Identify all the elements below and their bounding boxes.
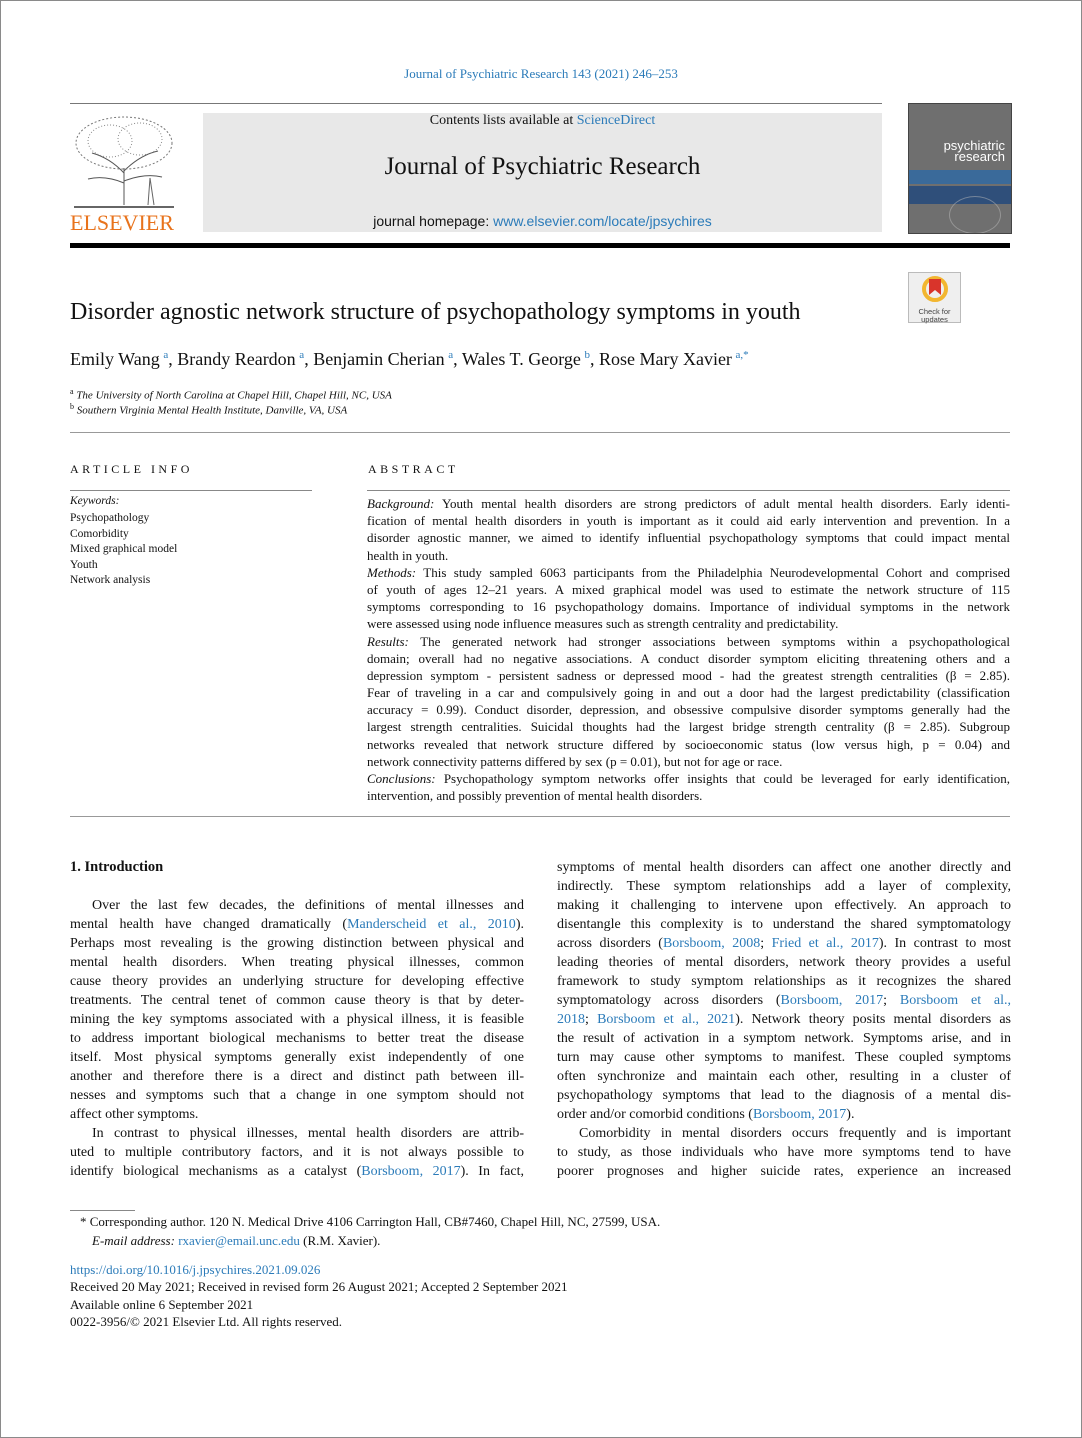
abstract-text: health in youth. — [367, 547, 449, 563]
author-affiliation-marker[interactable]: a,* — [735, 349, 749, 361]
introduction-heading: 1. Introduction — [70, 859, 164, 875]
author-name: Rose Mary Xavier — [598, 349, 732, 369]
divider — [70, 103, 882, 104]
keyword: Mixed graphical model — [70, 543, 178, 556]
abstract-line — [367, 770, 1010, 787]
abstract-text: of youth of ages 12–21 years. A mixed graphical model was used to estimate the network structure of 115 — [367, 581, 1010, 597]
author-affiliation-marker[interactable]: a — [163, 349, 169, 361]
abstract-text: The generated network had stronger associations between symptoms within a psychopathological — [408, 633, 1010, 649]
body-line — [70, 991, 524, 1010]
received-dates: Received 20 May 2021; Received in revised form 26 August 2021; Accepted 2 September 2021 — [70, 1279, 568, 1294]
footnote-divider — [70, 1210, 135, 1211]
abstract-section-label: Methods: — [367, 564, 417, 580]
body-line — [70, 1048, 524, 1067]
body-text: poorer prognoses and higher suicide rates, experience an increased — [557, 1164, 1011, 1179]
abstract-text: depression symptom - persistent sadness or depressed mood - had the greatest strength centralities (β = 2.85). — [367, 667, 1010, 683]
keyword: Psychopathology — [70, 512, 150, 524]
available-online: Available online 6 September 2021 — [70, 1297, 254, 1312]
citation-link[interactable]: Borsboom, 2008 — [662, 936, 761, 951]
abstract-text: networks revealed that network structure differed by socioeconomic status (low versus high, p = 0.04) and — [367, 736, 1010, 752]
abstract-text: accuracy = 0.99). Conduct disorder, depression, and obsessive compulsive disorder symptoms generally had the — [367, 702, 1010, 718]
body-text: another and therefore there is a direct and distinct path between ill- — [70, 1069, 524, 1084]
homepage-link[interactable]: www.elsevier.com/locate/jpsychires — [493, 213, 712, 229]
body-text: cause theory provides an underlying structure for developing effective — [70, 974, 524, 989]
email-link[interactable]: rxavier@email.unc.edu — [178, 1233, 300, 1248]
abstract-text: This study sampled 6063 participants from the Philadelphia Neurodevelopmental Cohort and comprised — [416, 564, 1010, 580]
keywords-label: Keywords: — [70, 495, 120, 507]
body-line — [557, 858, 1011, 877]
body-text: Comorbidity in mental disorders occurs frequently and is important — [579, 1126, 1011, 1141]
body-text: psychopathology symptoms that lead to the diagnosis of a mental dis- — [557, 1088, 1011, 1103]
affiliation-marker: b — [70, 402, 74, 411]
abstract-text: symptoms corresponding to 16 psychopathology domains. Importance of individual symptoms in the network — [367, 599, 1010, 615]
sciencedirect-link[interactable]: ScienceDirect — [576, 113, 656, 128]
body-line — [557, 1162, 1011, 1181]
journal-title: Journal of Psychiatric Research — [384, 153, 701, 180]
intro-left-column — [70, 896, 524, 1181]
author-name: Emily Wang — [70, 349, 160, 369]
doi[interactable] — [70, 1262, 320, 1278]
body-line — [557, 972, 1011, 991]
keyword: Youth — [70, 558, 98, 571]
keywords-list — [70, 511, 177, 589]
check-updates-label: Check for updates — [918, 307, 951, 324]
abstract-text: largest strength centralities. Suicidal thoughts had the largest bridge strength centrality (β = 2.85). Subgroup — [367, 719, 1010, 735]
keyword: Network analysis — [70, 574, 151, 587]
author-name: Wales T. George — [461, 349, 581, 369]
abstract-text: fication of mental health disorders in youth is important as it could aid early intervention and prevention. In a — [367, 513, 1010, 529]
body-line — [557, 1086, 1011, 1105]
journal-citation[interactable] — [0, 66, 1082, 82]
body-text: symptoms of mental health disorders can affect one another directly and — [557, 860, 1011, 875]
abstract-line — [367, 650, 1010, 667]
body-text: itself. Most physical symptoms generally exist independently of one — [70, 1050, 524, 1065]
abstract-line — [367, 736, 1010, 753]
body-text: nesses and symptoms such that a change in one symptom should not — [70, 1088, 524, 1103]
body-text: to address important biological mechanisms to better treat the disease — [70, 1031, 524, 1046]
abstract-line — [367, 701, 1010, 718]
abstract-text: domain; overall had no negative associations. A conduct disorder symptom eliciting threatening others and a — [367, 650, 1010, 666]
body-line — [557, 1029, 1011, 1048]
body-text: leading theories of mental disorders, network theory provides a useful — [557, 955, 1011, 970]
cover-brain-graphic — [949, 196, 1001, 234]
body-text: to study, as those individuals who have more symptoms tend to have — [557, 1145, 1011, 1160]
abstract-heading: ABSTRACT — [368, 462, 459, 476]
citation-link[interactable]: Borsboom, 2017 — [752, 1107, 847, 1122]
body-line — [557, 934, 1011, 953]
check-for-updates-button[interactable] — [908, 272, 961, 323]
citation-link[interactable]: Borsboom et al., 2021 — [597, 1012, 736, 1027]
abstract-text: intervention, and possibly prevention of mental health disorders. — [367, 788, 703, 804]
author-name: Brandy Reardon — [177, 349, 296, 369]
abstract-line — [367, 547, 1010, 564]
body-text: ). — [846, 1107, 855, 1122]
abstract-line — [367, 529, 1010, 546]
body-line — [557, 953, 1011, 972]
body-text: mental health have changed dramatically ( — [70, 917, 348, 932]
abstract-body — [367, 495, 1010, 804]
body-line — [557, 1067, 1011, 1086]
abstract-line — [367, 512, 1010, 529]
body-line — [70, 934, 524, 953]
abstract-line — [367, 684, 1010, 701]
abstract-text: Youth mental health disorders are strong predictors of adult mental health disorders. Early identi- — [434, 496, 1010, 511]
body-line — [70, 1086, 524, 1105]
contents-prefix: Contents lists available at — [429, 113, 577, 128]
body-line — [557, 991, 1011, 1010]
author-list: Emily Wang $^a$, Brandy Reardon $^a$, Benjamin Cherian $^a$, Wales T. George $^b$, Rose Mary Xavier $^{a,*}$ — [70, 349, 749, 369]
body-text: symptomatology across disorders ( — [557, 993, 781, 1008]
abstract-section-label: Background: — [367, 496, 435, 511]
abstract-text: Fear of traveling in a car and compulsively going in and out a door had the largest predictability (classification — [367, 685, 1010, 701]
email-label: E-mail address: — [92, 1233, 179, 1248]
abstract-line — [367, 615, 1010, 632]
body-line — [557, 1124, 1011, 1143]
body-line — [70, 896, 524, 915]
doi-link[interactable]: https://doi.org/10.1016/j.jpsychires.2021.09.026 — [70, 1262, 321, 1277]
body-text: often synchronize and maintain each other, resulting in a cluster of — [557, 1069, 1011, 1084]
divider — [70, 490, 312, 491]
citation-link[interactable]: Manderscheid et al., 2010 — [347, 917, 516, 932]
body-line — [70, 915, 524, 934]
author-affiliation-marker[interactable]: b — [584, 349, 590, 361]
body-text: treatments. The central tenet of common cause theory is that by deter- — [70, 993, 524, 1008]
contents-line — [203, 113, 882, 129]
body-line — [70, 1143, 524, 1162]
homepage-prefix: journal homepage: — [373, 213, 494, 229]
journal-cover-image[interactable] — [908, 103, 1012, 234]
body-text: Perhaps most revealing is the growing distinction between physical and — [70, 936, 524, 951]
body-text: In contrast to physical illnesses, mental health disorders are attrib- — [92, 1126, 524, 1141]
body-text: turn may cause other symptoms to manifest. These coupled symptoms — [557, 1050, 1011, 1065]
email-suffix: (R.M. Xavier). — [299, 1233, 381, 1248]
body-line — [70, 1010, 524, 1029]
abstract-line — [367, 581, 1010, 598]
body-text: ). Network theory posits mental disorders as — [735, 1012, 1011, 1027]
citation-link[interactable]: Borsboom, 2017 — [361, 1164, 461, 1179]
abstract-section-label: Conclusions: — [367, 771, 436, 786]
abstract-text: were assessed using node influence measures such as strength centrality and predictability. — [367, 616, 839, 632]
body-line — [70, 953, 524, 972]
homepage-line — [203, 213, 882, 229]
body-text: ; — [883, 993, 900, 1008]
body-line — [557, 877, 1011, 896]
abstract-line — [367, 495, 1010, 512]
body-line — [557, 915, 1011, 934]
body-text: disentangle this complexity is to understand the shared symptomatology — [557, 917, 1011, 932]
abstract-line — [367, 598, 1010, 615]
affiliation-a — [70, 387, 392, 402]
cover-band — [909, 170, 1011, 184]
abstract-text: network connectivity patterns differed by sex (p = 0.01), but not for age or race. — [367, 753, 783, 769]
divider — [70, 432, 1010, 433]
abstract-line — [367, 564, 1010, 581]
corresponding-author-note: * Corresponding author. 120 N. Medical Drive 4106 Carrington Hall, CB#7460, Chapel Hill, NC, 27599, USA. — [80, 1214, 661, 1229]
abstract-line — [367, 718, 1010, 735]
elsevier-wordmark — [70, 210, 174, 236]
abstract-text: disorder agnostic manner, we aimed to identify influential psychopathology symptoms that could impact mental — [367, 530, 1010, 546]
body-text: uted to multiple contributory factors, and it is not always possible to — [70, 1145, 524, 1160]
copyright: 0022-3956/© 2021 Elsevier Ltd. All rights reserved. — [70, 1314, 342, 1329]
article-info-heading: ARTICLE INFO — [70, 462, 193, 476]
abstract-line — [367, 753, 1010, 770]
citation-link[interactable]: Journal of Psychiatric Research 143 (2021) 246–253 — [404, 66, 678, 81]
abstract-text: Psychopathology symptom networks offer insights that could be leveraged for early identification, — [435, 771, 1010, 786]
keyword: Comorbidity — [70, 527, 129, 540]
intro-right-column — [557, 858, 1011, 1181]
body-line — [70, 1105, 524, 1124]
body-line — [70, 1162, 524, 1181]
body-line — [70, 1029, 524, 1048]
body-text: mental health disorders. When treating physical illnesses, common — [70, 955, 524, 970]
author-name: Benjamin Cherian — [313, 349, 445, 369]
thick-divider — [70, 243, 1010, 248]
cover-title: psychiatric research — [943, 138, 1005, 164]
body-line — [557, 1010, 1011, 1029]
publisher-logo-text: ELSEVIER — [70, 210, 174, 235]
check-updates-icon — [920, 275, 950, 303]
body-text: the result of activation in a symptom network. Symptoms arise, and in — [557, 1031, 1011, 1046]
body-text: making it challenging to intervene upon effectively. An approach to — [557, 898, 1011, 913]
body-text: ). In contrast to most — [878, 936, 1011, 951]
body-line — [557, 1048, 1011, 1067]
citation-link[interactable]: Fried et al., 2017 — [771, 936, 879, 951]
body-text: ; — [760, 936, 772, 951]
body-line — [70, 1124, 524, 1143]
body-text: Over the last few decades, the definitions of mental illnesses and — [92, 898, 524, 913]
affiliation-text: The University of North Carolina at Chapel Hill, Chapel Hill, NC, USA — [76, 389, 392, 402]
body-line — [70, 972, 524, 991]
author-affiliation-marker[interactable]: a — [299, 349, 305, 361]
citation-link[interactable]: 2018 — [557, 1012, 585, 1027]
affiliation-text: Southern Virginia Mental Health Institute, Danville, VA, USA — [76, 404, 348, 417]
body-text: identify biological mechanisms as a catalyst ( — [70, 1164, 362, 1179]
body-text: mining the key symptoms associated with a physical illness, it is feasible — [70, 1012, 524, 1027]
body-text: framework to study symptom relationships as it recognizes the shared — [557, 974, 1011, 989]
citation-link[interactable]: Borsboom et al., — [899, 993, 1011, 1008]
abstract-line — [367, 787, 1010, 804]
body-line — [557, 896, 1011, 915]
affiliation-marker: a — [70, 387, 74, 396]
divider — [367, 490, 1010, 491]
body-text: ). — [515, 917, 524, 932]
abstract-line — [367, 633, 1010, 650]
elsevier-tree-logo — [70, 113, 178, 209]
body-text: ; — [585, 1012, 598, 1027]
body-text: across disorders ( — [557, 936, 663, 951]
body-text: indirectly. These symptom relationships add a layer of complexity, — [557, 879, 1011, 894]
citation-link[interactable]: Borsboom, 2017 — [780, 993, 884, 1008]
article-title: Disorder agnostic network structure of psychopathology symptoms in youth — [70, 299, 801, 325]
body-line — [557, 1105, 1011, 1124]
divider — [70, 816, 1010, 817]
affiliation-b — [70, 402, 347, 417]
body-text: affect other symptoms. — [70, 1107, 199, 1122]
body-line — [557, 1143, 1011, 1162]
body-line — [70, 1067, 524, 1086]
body-text: order and/or comorbid conditions ( — [557, 1107, 753, 1122]
author-affiliation-marker[interactable]: a — [448, 349, 454, 361]
abstract-section-label: Results: — [367, 633, 409, 649]
email-note — [92, 1233, 380, 1249]
abstract-line — [367, 667, 1010, 684]
body-text: ). In fact, — [460, 1164, 524, 1179]
